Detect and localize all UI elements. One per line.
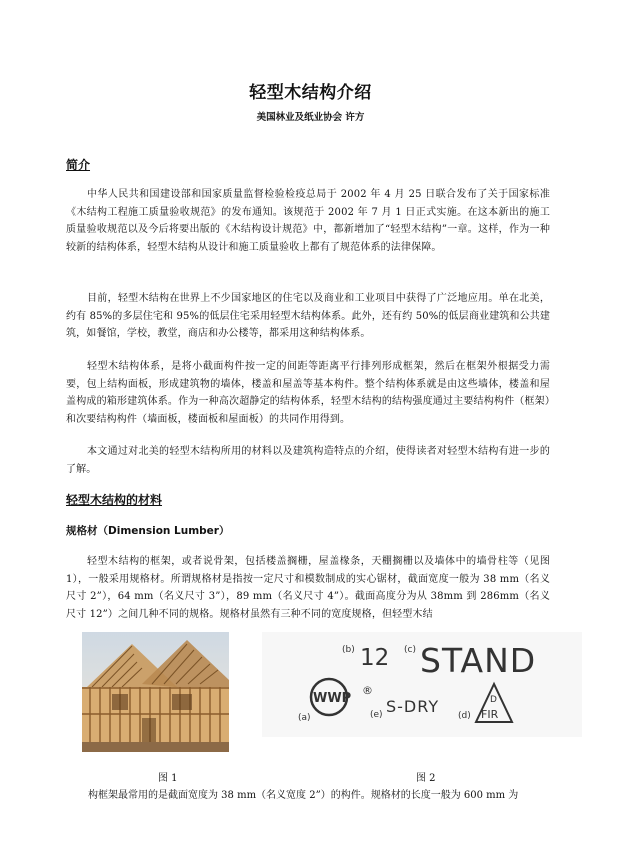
stamp-species-top: D: [490, 695, 497, 705]
section-heading-intro: 简介: [66, 158, 91, 172]
section-heading-materials: 轻型木结构的材料: [66, 493, 163, 507]
stamp-label-d: (d): [458, 711, 471, 721]
intro-paragraph-2: 目前，轻型木结构在世界上不少国家地区的住宅以及商业和工业项目中获得了广泛地应用。单在北美，约有 85%的多层住宅和 95%的低层住宅采用轻型木结构体系。此外，还有约 50%的低层商业建筑和公共建筑，如餐馆，学校，教堂，商店和办公楼等，都采用这种结构体系。: [66, 293, 551, 340]
figure-1-caption: 图 1: [158, 773, 178, 784]
grade-stamp-illustration: [262, 632, 582, 737]
intro-paragraph-1: 中华人民共和国建设部和国家质量监督检验检疫总局于 2002 年 4 月 25 日联合发布了关于国家标准《木结构工程施工质量验收规范》的发布通知。该规范于 2002 年 7 月 1 日正式实施。在这本新出的施工质量验收规范以及今后将要出版的《木结构设计规范》中，都新增加了“轻型木结构”一章。这样，作为一种较新的结构体系，轻型木结构从设计和施工质量验收上都有了规范体系的法律保障。: [66, 189, 550, 254]
stamp-label-a: (a): [298, 713, 311, 723]
stamp-grade: STAND: [420, 641, 537, 680]
figure-1-framing-photo: [82, 632, 229, 752]
framing-photo-illustration: [82, 632, 229, 752]
page-title: 轻型木结构介绍: [249, 83, 372, 103]
stamp-label-e: (e): [370, 710, 383, 720]
intro-paragraph-4: 本文通过对北美的轻型木结构所用的材料以及建筑构造特点的介绍，使得读者对轻型木结构有进一步的了解。: [66, 446, 550, 475]
stamp-label-b: (b): [342, 645, 355, 655]
figure-2-grade-stamp: [262, 632, 582, 737]
stamp-mill-number: 12: [360, 645, 390, 671]
figure-2-caption: 图 2: [416, 773, 436, 784]
intro-paragraph-3: 轻型木结构体系，是将小截面构件按一定的间距等距离平行排列形成框架，然后在框架外根据受力需要，包上结构面板，形成建筑物的墙体，楼盖和屋盖等基本构件。整个结构体系就是由这些墙体，楼盖和屋盖构成的箱形建筑体系。作为一种高次超静定的结构体系，轻型木结构的结构强度通过主要结构构件（框架）和次要结构构件（墙面板，楼面板和屋面板）的共同作用得到。: [66, 361, 550, 426]
subsection-heading-lumber: 规格材（Dimension Lumber）: [66, 525, 230, 537]
stamp-label-c: (c): [404, 645, 416, 655]
wwp-logo-letters: WWP: [313, 691, 352, 706]
stamp-registered-mark: ®: [362, 684, 373, 697]
lumber-paragraph: 轻型木结构的框架，或者说骨架，包括楼盖搁栅，屋盖椽条，天棚搁栅以及墙体中的墙骨柱等（见图 1），一般采用规格材。所谓规格材是指按一定尺寸和模数制成的实心锯材，截面宽度一般为 38 mm（名义尺寸 2”），64 mm（名义尺寸 3”），89 mm（名义尺寸 4”）。截面高度分为从 38mm 到 286mm（名义尺寸 12”）之间几种不同的规格。规格材虽然有三种不同的宽度规格，但轻型木结: [66, 556, 550, 621]
page-subtitle: 美国林业及纸业协会 许方: [256, 112, 365, 123]
continued-paragraph-line: 构框架最常用的是截面宽度为 38 mm（名义宽度 2”）的构件。规格材的长度一般为 600 mm 为: [88, 790, 519, 801]
stamp-species: FIR: [481, 708, 499, 721]
stamp-moisture: S-DRY: [386, 697, 440, 716]
